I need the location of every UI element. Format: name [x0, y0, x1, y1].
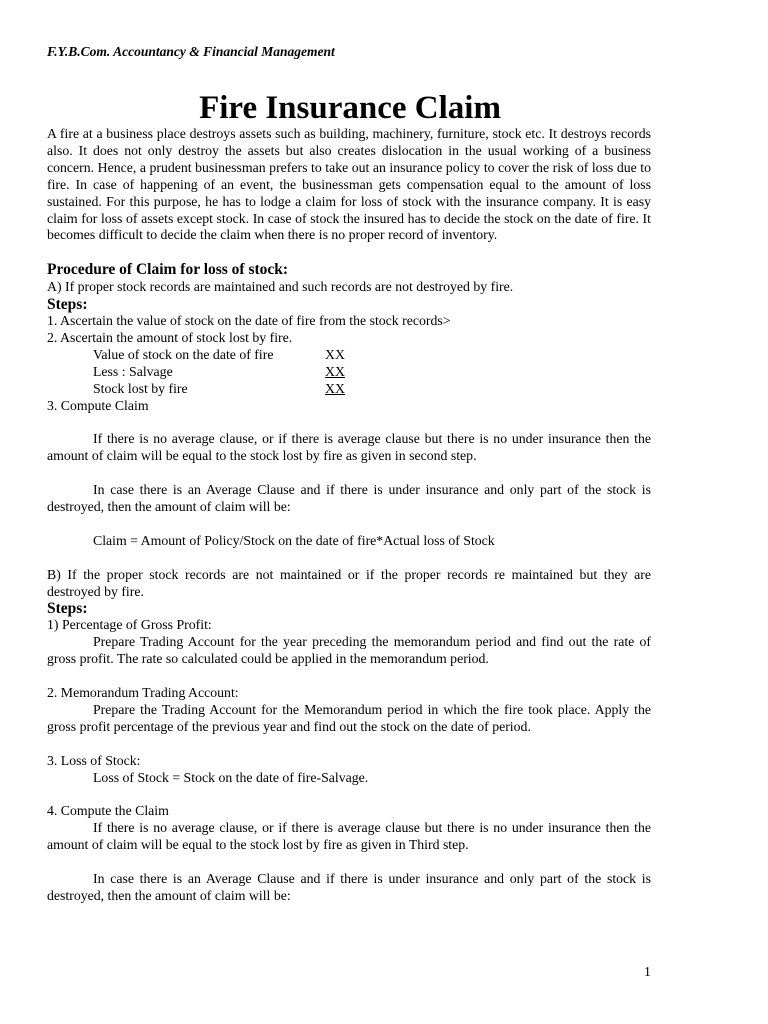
calc-label: Value of stock on the date of fire — [93, 346, 274, 362]
spacer — [47, 854, 651, 871]
running-header: F.Y.B.Com. Accountancy & Financial Management — [47, 44, 335, 59]
spacer — [47, 244, 651, 261]
procedure-heading: Procedure of Claim for loss of stock: — [47, 261, 289, 279]
section-a-no-average-paragraph: If there is no average clause, or if there is average clause but there is no under insurance then the amount of claim will be equal to the stock lost by fire as given in second step. — [47, 431, 651, 464]
section-a-step-3: 3. Compute Claim — [47, 397, 149, 413]
spacer — [47, 516, 651, 533]
section-a-steps-label: Steps: — [47, 296, 88, 314]
section-b-steps-label: Steps: — [47, 600, 88, 618]
calc-row-stock-lost — [47, 381, 651, 398]
calc-value: XX — [325, 363, 345, 379]
section-b-step-4-title: 4. Compute the Claim — [47, 803, 169, 819]
calc-row-value-of-stock — [47, 347, 651, 364]
intro-paragraph: A fire at a business place destroys assets such as building, machinery, furniture, stock etc. It destroys records also. It does not only destroy the assets but also creates dislocation in the usual working of a business concern. Hence, a prudent businessman prefers to take out an insurance policy to cover the risk of loss due to fire. In case of happening of an event, the businessman gets compensation equal to the amount of loss sustained. For this purpose, he has to lodge a claim for loss of stock with the insurance company. It is easy claim for loss of assets except stock. In case of stock the insured has to decide the stock on the date of fire. It becomes difficult to decide the claim when there is no proper record of inventory. — [47, 126, 651, 243]
calc-value: XX — [325, 346, 345, 362]
section-a-average-paragraph: In case there is an Average Clause and if there is under insurance and only part of the stock is destroyed, then the amount of claim will be: — [47, 482, 651, 515]
spacer — [47, 736, 651, 753]
section-b-step-2-body: Prepare the Trading Account for the Memorandum period in which the fire took place. Apply the gross profit percentage of the previous year and find out the stock on the date of period. — [47, 702, 651, 734]
spacer — [47, 415, 651, 432]
section-b-step-3-body: Loss of Stock = Stock on the date of fire-Salvage. — [93, 769, 369, 785]
section-b-no-average-paragraph: If there is no average clause, or if there is average clause but there is no under insurance then the amount of claim will be equal to the stock lost by fire as given in Third step. — [47, 820, 651, 853]
page-title: Fire Insurance Claim — [199, 90, 501, 126]
section-a-step-1: 1. Ascertain the value of stock on the date of fire from the stock records> — [47, 313, 451, 329]
claim-formula: Claim = Amount of Policy/Stock on the date of fire*Actual loss of Stock — [93, 532, 495, 548]
calc-label: Less : Salvage — [93, 363, 173, 379]
section-b-condition: B) If the proper stock records are not maintained or if the proper records re maintained but they are destroyed by fire. — [47, 566, 651, 599]
spacer — [47, 668, 651, 685]
section-b-step-1-title: 1) Percentage of Gross Profit: — [47, 617, 212, 633]
section-b-average-paragraph: In case there is an Average Clause and if there is under insurance and only part of the stock is destroyed, then the amount of claim will be: — [47, 871, 651, 903]
document-body — [47, 126, 651, 905]
section-a-step-2: 2. Ascertain the amount of stock lost by fire. — [47, 330, 293, 346]
spacer — [47, 787, 651, 804]
calc-value: XX — [325, 380, 345, 396]
page-number: 1 — [644, 964, 651, 979]
section-b-step-1-body: Prepare Trading Account for the year preceding the memorandum period and find out the rate of gross profit. The rate so calculated could be applied in the memorandum period. — [47, 634, 651, 667]
spacer — [47, 465, 651, 482]
spacer — [47, 550, 651, 567]
calc-label: Stock lost by fire — [93, 380, 188, 396]
section-b-step-2-title: 2. Memorandum Trading Account: — [47, 685, 239, 701]
calc-row-less-salvage — [47, 364, 651, 381]
section-a-condition: A) If proper stock records are maintained and such records are not destroyed by fire. — [47, 279, 514, 295]
section-b-step-3-title: 3. Loss of Stock: — [47, 752, 141, 768]
